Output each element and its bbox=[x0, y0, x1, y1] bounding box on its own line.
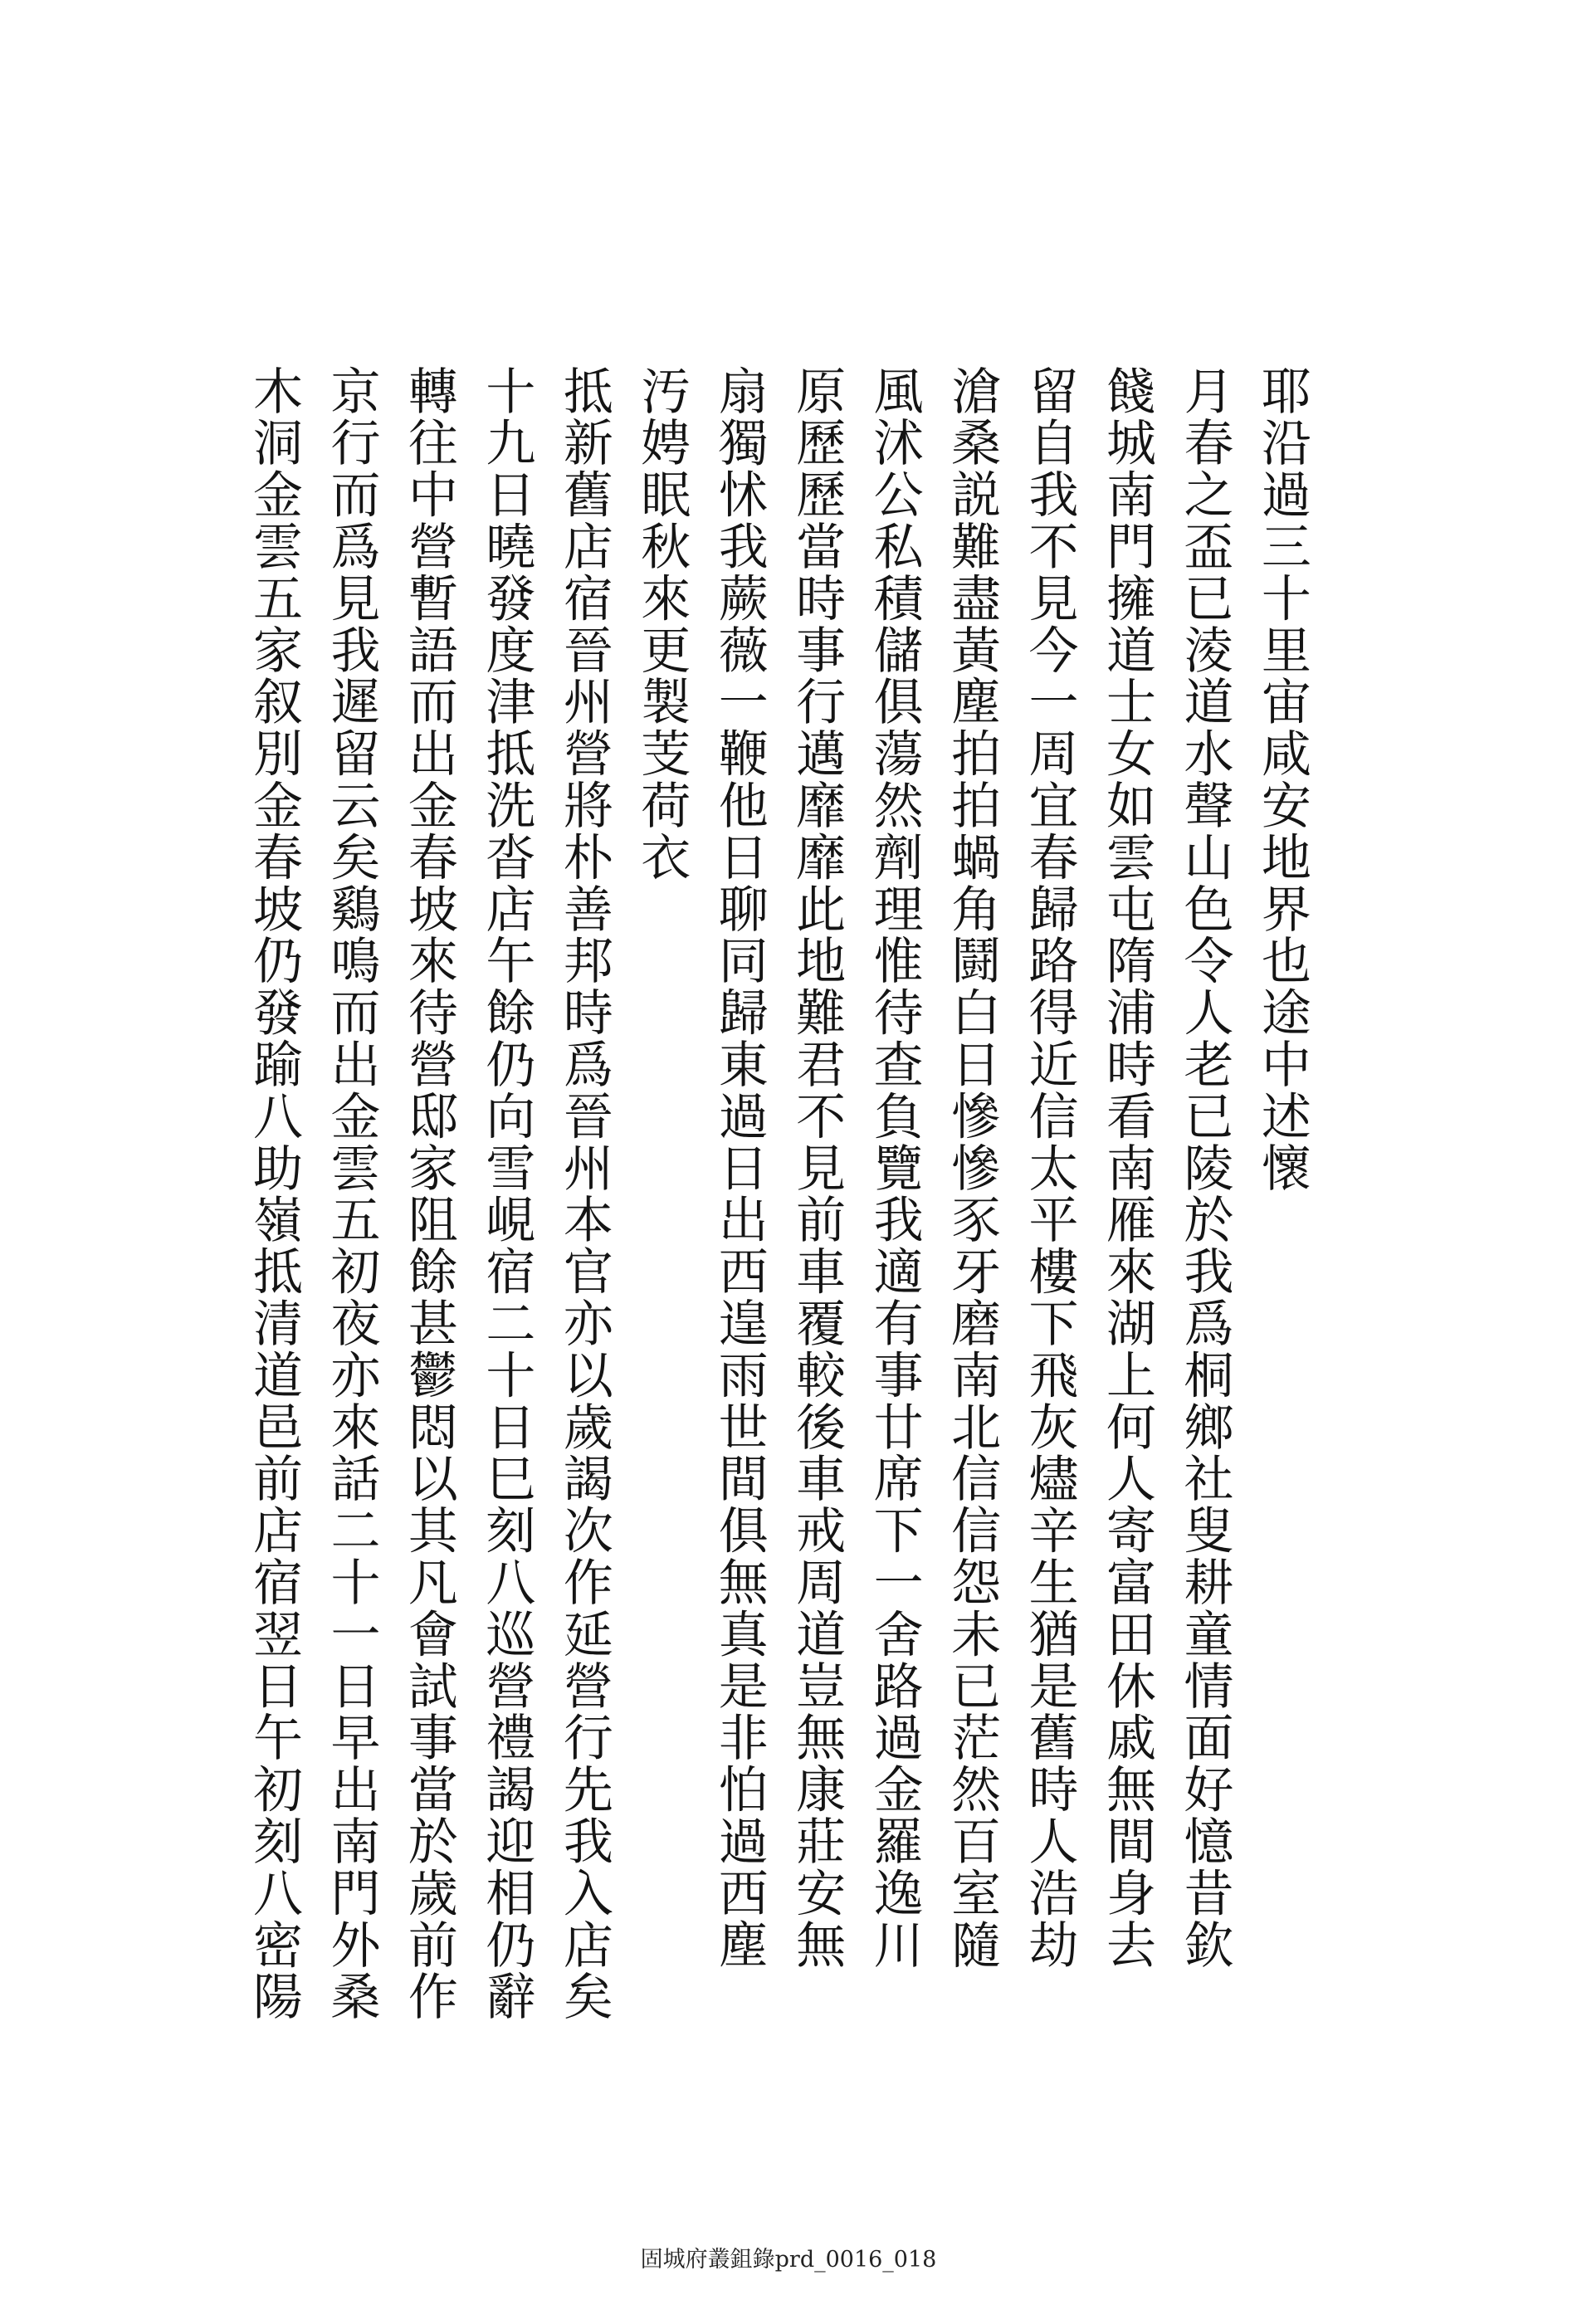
text-column: 木洞金雲五家叙別金春坡仍發踰八助嶺抵清道邑前店宿翌日午初刻八密陽 bbox=[245, 365, 303, 2023]
text-column: 耶沿過三十里宙咸安地界也途中述懷 bbox=[1252, 365, 1311, 1194]
text-column: 扇獨怵我蕨薇一鞭他日聊同歸東過日出西遑雨世間俱無真是非怕過西塵 bbox=[710, 365, 769, 1971]
text-column: 京行而爲見我遲留云矣鷄鳴而出金雲五初夜亦來話二十一日早出南門外桑 bbox=[322, 365, 381, 2023]
text-column: 留自我不見今一周宜春歸路得近信太平樓下飛灰燼辛生猶是舊時人浩劫 bbox=[1020, 365, 1079, 1971]
page-caption: 固城府叢鉏錄prd_0016_018 bbox=[640, 2247, 937, 2273]
text-column: 抵新舊店宿晉州營將朴善邦時爲晉州本官亦以歲謁次作延營行先我入店矣 bbox=[554, 365, 613, 2023]
text-column: 風沭公私積儲俱蕩然劑理惟待查負覽我適有事廿席下一舍路過金羅逸川 bbox=[865, 365, 924, 1971]
text-column: 十九日曉發度津抵洗沓店午餘仍向雪峴宿二十日巳刻八巡營禮謁迎相仍辭 bbox=[477, 365, 536, 2023]
text-column: 汚娉眠秋來更製芰荷衣 bbox=[632, 365, 691, 883]
vertical-text-block bbox=[241, 365, 1311, 2067]
text-column: 原歷歷當時事行邁靡靡此地難君不見前車覆較後車戒周道豈無康莊安無 bbox=[788, 365, 847, 1971]
text-column: 月春之盃已淩道水聲山色令人老已陵於我爲桐鄉社叟耕童情面好憶昔欽 bbox=[1175, 365, 1234, 1971]
text-column: 滄桑説難盡黃塵拍拍蝸角鬪白日慘慘豕牙磨南北信信怨未已茫然百室隨 bbox=[943, 365, 1002, 1971]
text-column: 餞城南門擁道士女如雲屯隋浦時看南雁來湖上何人寄富田休戚無間身去 bbox=[1097, 365, 1156, 1971]
text-column: 轉往中營暫語而出金春坡來待營邸家阻餘甚鬱悶以其凡會試事當於歲前作 bbox=[399, 365, 458, 2023]
